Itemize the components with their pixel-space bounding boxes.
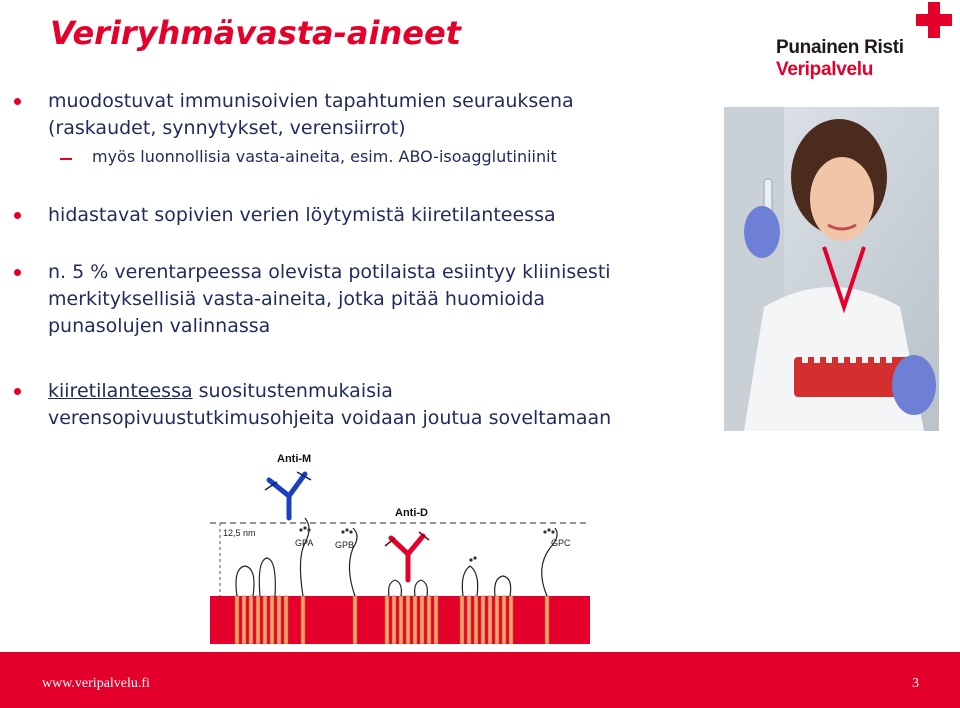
bullet-3-line-3: punasolujen valinnassa — [48, 315, 271, 337]
page-number: 3 — [912, 676, 919, 691]
bullet-4-line-1-rest: suositustenmukaisia — [192, 380, 393, 402]
lab-technician-photo — [724, 107, 939, 431]
sub-bullet: myös luonnollisia vasta-aineita, esim. ABO-isoagglutiniinit — [92, 147, 557, 166]
anti-m-label: Anti-M — [277, 453, 312, 465]
bullet-1 — [48, 88, 574, 142]
footer-website[interactable]: www.veripalvelu.fi — [42, 676, 150, 691]
red-cross-icon — [916, 2, 952, 38]
gpb-label: GPB — [335, 540, 355, 550]
bullet-3-line-1: n. 5 % verentarpeessa olevista potilaista esiintyy kliinisesti — [48, 261, 611, 283]
bullet-dot — [14, 98, 21, 105]
bullet-1-line-2: (raskaudet, synnytykset, verensiirrot) — [48, 117, 406, 139]
bullet-2-line-1: hidastavat sopivien verien löytymistä kiiretilanteessa — [48, 204, 556, 226]
bullet-3 — [48, 259, 611, 340]
logo-line-1: Punainen Risti — [776, 37, 904, 58]
bullet-dot — [14, 388, 21, 395]
anti-d-label: Anti-D — [395, 507, 428, 519]
bullet-4-line-2: verensopivuustutkimusohjeita voidaan joutua soveltamaan — [48, 407, 612, 429]
bullet-dot — [14, 212, 21, 219]
antibody-membrane-diagram — [205, 448, 595, 683]
slide-title: Veriryhmävasta-aineet — [50, 14, 461, 52]
bullet-4-underlined: kiiretilanteessa — [48, 380, 193, 402]
bullet-dot — [14, 269, 21, 276]
logo-line-2: Veripalvelu — [776, 59, 874, 80]
bullet-3-line-2: merkityksellisiä vasta-aineita, jotka pitää huomioida — [48, 288, 546, 310]
gpc-label: GPC — [551, 538, 571, 548]
bullet-1-line-1: muodostuvat immunisoivien tapahtumien seurauksena — [48, 90, 574, 112]
bullet-2 — [48, 202, 556, 229]
sub-bullet-dash — [60, 158, 72, 160]
scale-label: 12,5 nm — [223, 528, 256, 538]
bullet-4-line-1 — [48, 378, 611, 405]
red-cross-logo — [770, 0, 960, 90]
bullet-4 — [48, 378, 611, 432]
gpa-label: GPA — [295, 538, 314, 548]
